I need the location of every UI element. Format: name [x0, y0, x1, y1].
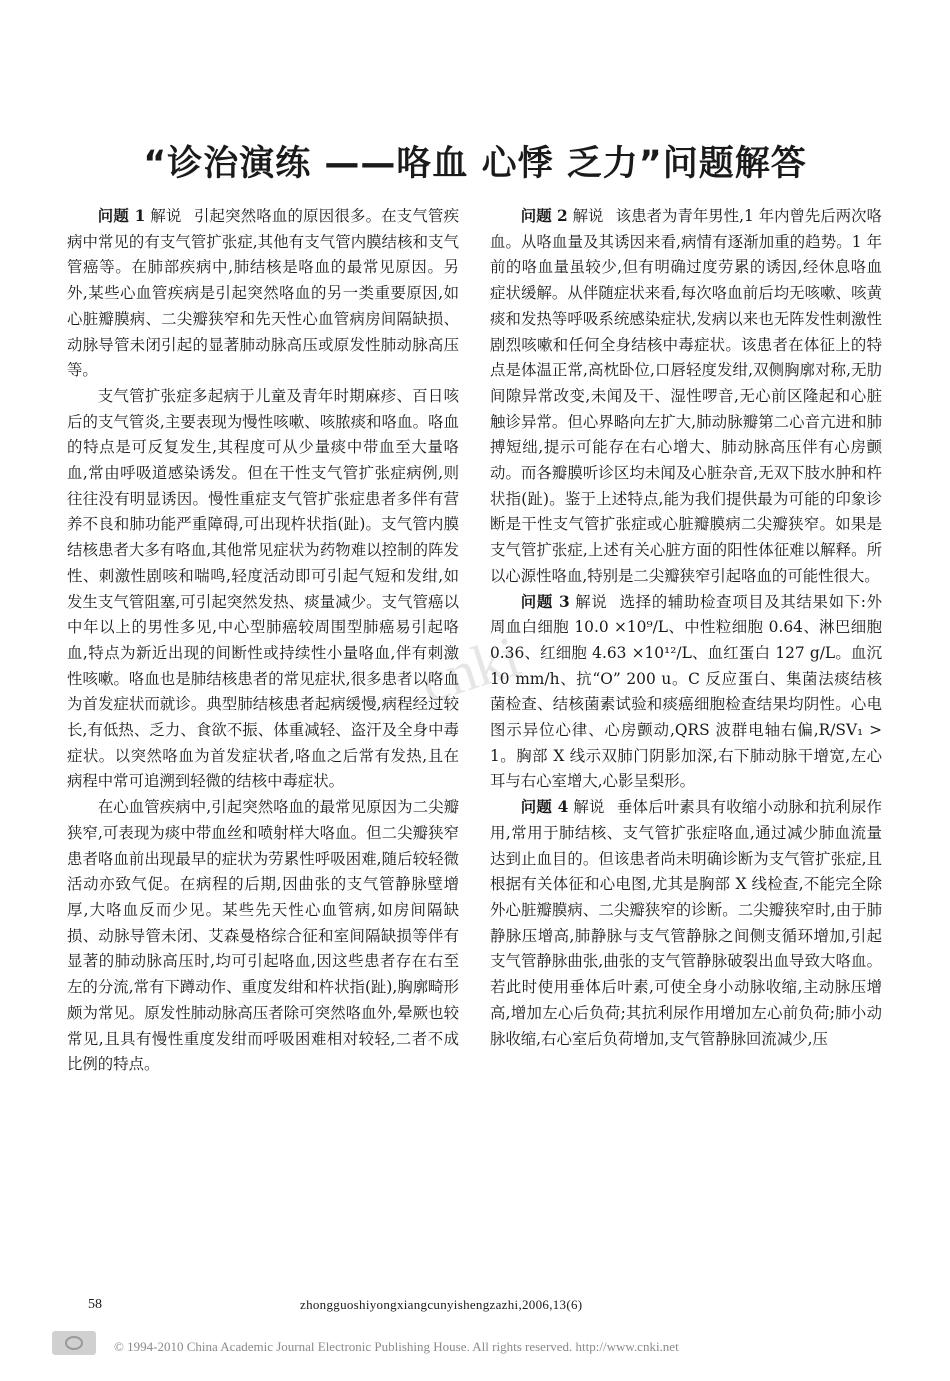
journal-citation: zhongguoshiyongxiangcunyishengzazhi,2006,13(6): [300, 1297, 583, 1312]
question-1-label: 问题 1: [97, 207, 146, 225]
paragraph-question-1: [67, 204, 459, 384]
page-number: 58: [88, 1297, 102, 1312]
copyright-notice: © 1994-2010 China Academic Journal Electronic Publishing House. All rights reserved. http://www.cnki.net: [114, 1339, 679, 1354]
paragraph-question-2: [490, 204, 882, 590]
question-4-text: 垂体后叶素具有收缩小动脉和抗利尿作用,常用于肺结核、支气管扩张症咯血,通过减少肺血流量达到止血目的。但该患者尚未明确诊断为支气管扩张症,且根据有关体征和心电图,尤其是胸部 X 线检查,不能完全除外心脏瓣膜病、二尖瓣狭窄的诊断。二尖瓣狭窄时,由于肺静脉压增高,肺静脉与支气管静脉之间侧支循环增加,引起支气管静脉曲张,曲张的支气管静脉破裂出血导致大咯血。若此时使用垂体后叶素,可使全身小动脉收缩,主动脉压增高,增加左心后负荷;其抗利尿作用增加左心前负荷;肺小动脉收缩,右心室后负荷增加,支气管静脉回流减少,压: [490, 798, 882, 1048]
paragraph-cardiovascular: 在心血管疾病中,引起突然咯血的最常见原因为二尖瓣狭窄,可表现为痰中带血丝和喷射样大咯血。但二尖瓣狭窄患者咯血前出现最早的症状为劳累性呼吸困难,随后较轻微活动亦致气促。在病程的后期,因曲张的支气管静脉壁增厚,大咯血反而少见。某些先天性心血管病,如房间隔缺损、动脉导管未闭、艾森曼格综合征和室间隔缺损等伴有显著的肺动脉高压时,均可引起咯血,因这些患者存在右至左的分流,常有下蹲动作、重度发绀和杵状指(趾),胸廓畸形颇为常见。原发性肺动脉高压者除可突然咯血外,晕厥也较常见,且具有慢性重度发绀而呼吸困难相对较轻,二者不成比例的特点。: [67, 798, 459, 1074]
question-2-label-tail: 解说: [567, 207, 604, 225]
question-3-label-tail: 解说: [569, 592, 608, 611]
question-1-label-tail: 解说: [145, 207, 182, 225]
left-column: [67, 204, 459, 1078]
question-3-label: 问题 3: [520, 592, 570, 611]
question-1-text: 引起突然咯血的原因很多。在支气管疾病中常见的有支气管扩张症,其他有支气管内膜结核和支气管癌等。在肺部疾病中,肺结核是咯血的最常见原因。另外,某些心血管疾病是引起突然咯血的另一类重要原因,如心脏瓣膜病、二尖瓣狭窄和先天性心血管病房间隔缺损、动脉导管未闭引起的显著肺动脉高压或原发性肺动脉高压等。: [67, 207, 459, 380]
paragraph-question-3: [490, 590, 882, 796]
cnki-logo-icon: [52, 1331, 96, 1355]
question-4-label-tail: 解说: [568, 798, 605, 817]
question-2-text: 该患者为青年男性,1 年内曾先后两次咯血。从咯血量及其诱因来看,病情有逐渐加重的趋势。1 年前的咯血量虽较少,但有明确过度劳累的诱因,经休息咯血症状缓解。从伴随症状来看,每次咯血前后均无咳嗽、咳黄痰和发热等呼吸系统感染症状,发病以来也无阵发性刺激性剧烈咳嗽和任何全身结核中毒症状。该患者在体征上的特点是体温正常,高枕卧位,口唇轻度发绀,双侧胸廓对称,无肋间隙异常改变,未闻及干、湿性啰音,无心前区隆起和心脏触诊异常。但心界略向左扩大,肺动脉瓣第二心音亢进和肺搏短绌,提示可能存在右心增大、肺动脉高压伴有心房颤动。而各瓣膜听诊区均未闻及心脏杂音,无双下肢水肿和杵状指(趾)。鉴于上述特点,能为我们提供最为可能的印象诊断是干性支气管扩张症或心脏瓣膜病二尖瓣狭窄。如果是支气管扩张症,上述有关心脏方面的阳性体征难以解释。所以心源性咯血,特别是二尖瓣狭窄引起咯血的可能性很大。: [490, 207, 882, 585]
article-title: “诊治演练 ——咯血 心悸 乏力”问题解答: [143, 144, 807, 184]
question-3-text: 选择的辅助检查项目及其结果如下:外周血白细胞 10.0 ×10⁹/L、中性粒细胞 0.64、淋巴细胞 0.36、红细胞 4.63 ×10¹²/L、血红蛋白 127 g/L。血沉 10 mm/h、抗“O” 200 u。C 反应蛋白、集菌法痰结核菌检查、结核菌素试验和痰癌细胞检查结果均阴性。心电图示异位心律、心房颤动,QRS 波群电轴右偏,R/SV₁ > 1。胸部 X 线示双肺门阴影加深,右下肺动脉干增宽,左心耳与右心室增大,心影呈梨形。: [490, 592, 882, 791]
right-column: [490, 204, 882, 1052]
paragraph-bronchiectasis: 支气管扩张症多起病于儿童及青年时期麻疹、百日咳后的支气管炎,主要表现为慢性咳嗽、咳脓痰和咯血。咯血的特点是可反复发生,其程度可从少量痰中带血至大量咯血,常由呼吸道感染诱发。但在干性支气管扩张症病例,则往往没有明显诱因。慢性重症支气管扩张症患者多伴有营养不良和肺功能严重障碍,可出现杵状指(趾)。支气管内膜结核患者大多有咯血,其他常见症状为药物难以控制的阵发性、刺激性剧咳和喘鸣,轻度活动即可引起气短和发绀,如发生支气管阻塞,可引起突然发热、痰量减少。支气管癌以中年以上的男性多见,中心型肺癌较周围型肺癌易引起咯血,特点为新近出现的间断性或持续性小量咯血,伴有刺激性咳嗽。咯血也是肺结核患者的常见症状,很多患者以咯血为首发症状而就诊。典型肺结核患者起病缓慢,病程经过较长,有低热、乏力、食欲不振、体重减轻、盗汗及全身中毒症状。以突然咯血为首发症状者,咯血之后常有发热,且在病程中常可追溯到轻微的结核中毒症状。: [67, 386, 459, 791]
watermark: cnki: [412, 623, 528, 716]
question-2-label: 问题 2: [520, 207, 568, 225]
question-4-label: 问题 4: [520, 798, 569, 817]
paragraph-question-4: [490, 795, 882, 1052]
